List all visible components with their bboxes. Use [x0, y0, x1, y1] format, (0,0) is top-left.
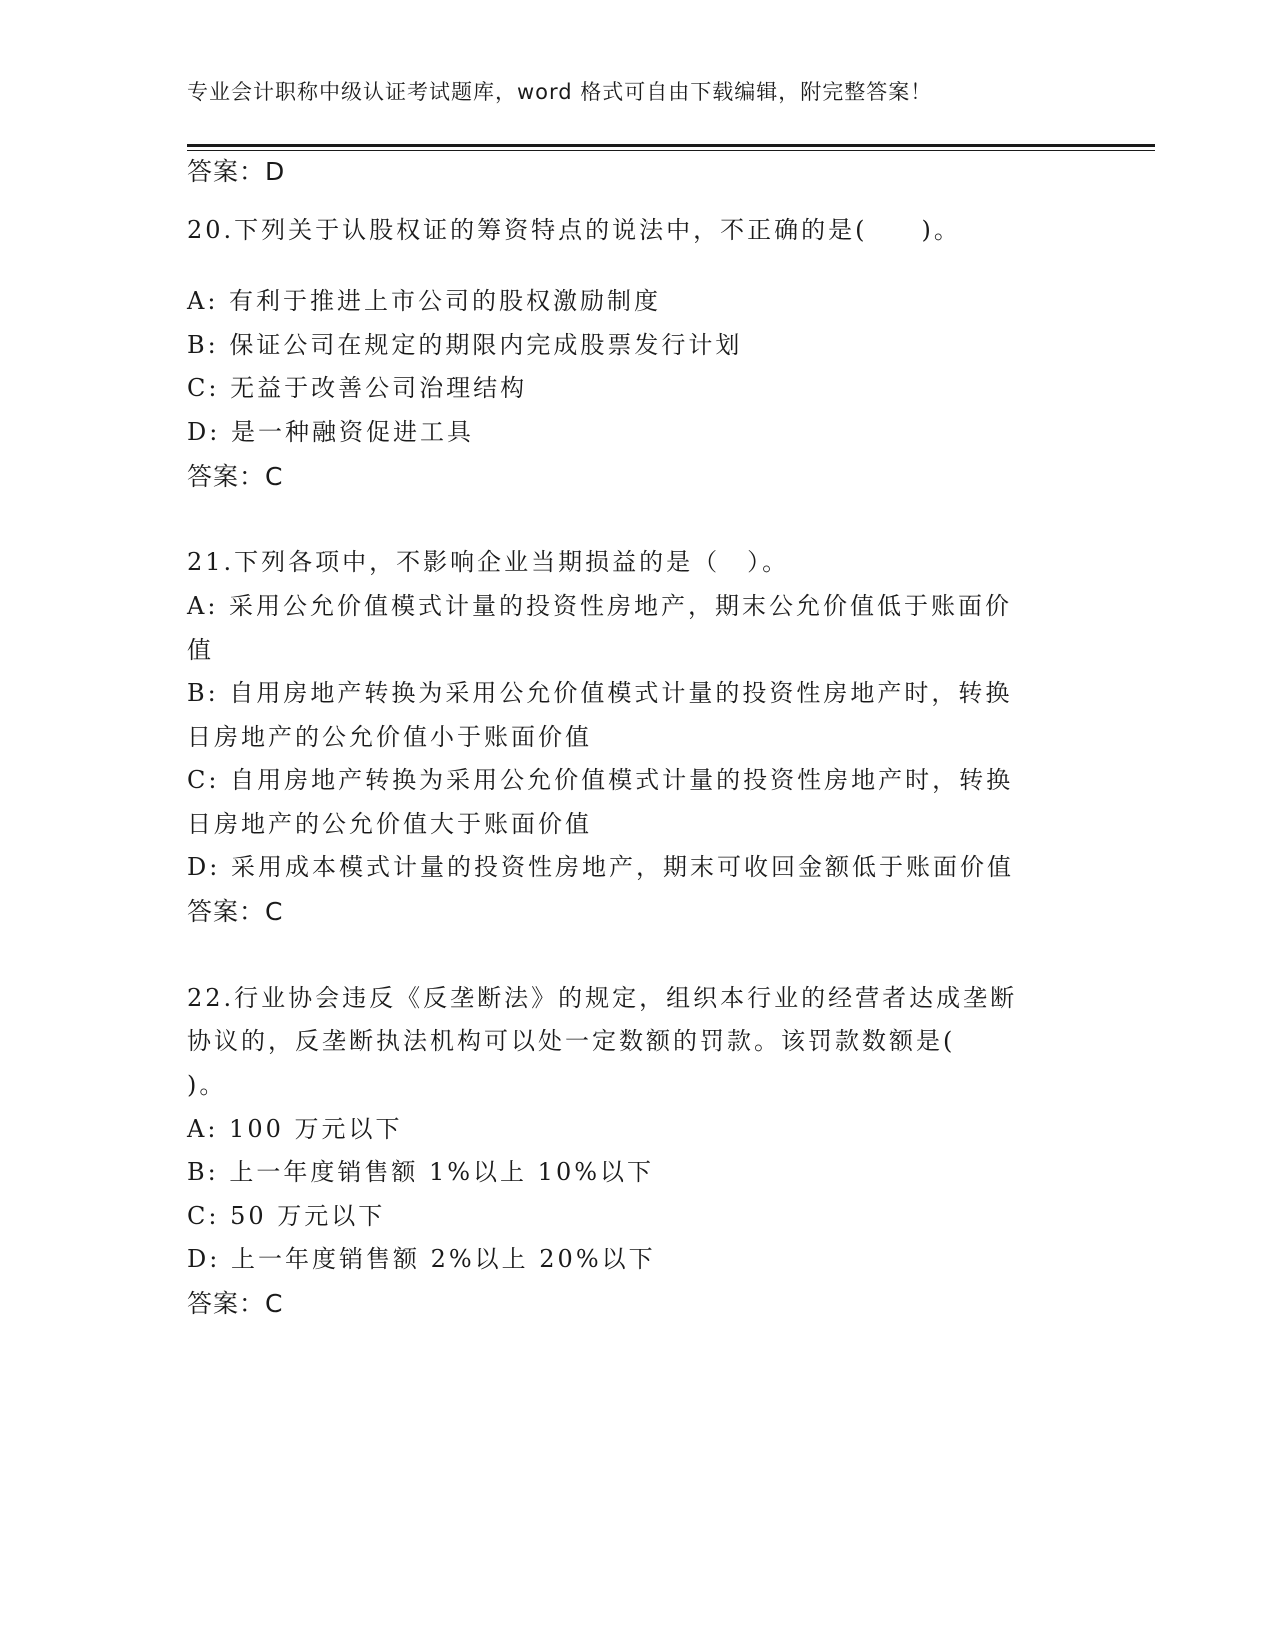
question-20-option-b: B: 保证公司在规定的期限内完成股票发行计划: [187, 331, 743, 359]
header-rule-thick: [187, 144, 1155, 147]
question-21-option-c-cont: 日房地产的公允价值大于账面价值: [187, 810, 592, 838]
header-rule-thin: [187, 150, 1155, 151]
question-20-option-d: D: 是一种融资促进工具: [187, 418, 474, 446]
question-21-option-d: D: 采用成本模式计量的投资性房地产，期末可收回金额低于账面价值: [187, 853, 1014, 881]
question-21-option-a-cont: 值: [187, 636, 214, 664]
question-22-option-b: B: 上一年度销售额 1%以上 10%以下: [187, 1158, 655, 1186]
page-header: 专业会计职称中级认证考试题库，word 格式可自由下载编辑，附完整答案！: [187, 80, 933, 104]
question-22-stem-cont-1: 协议的，反垄断执法机构可以处一定数额的罚款。该罚款数额是(: [187, 1027, 956, 1055]
question-22-option-a: A: 100 万元以下: [187, 1115, 403, 1143]
question-21-option-b-cont: 日房地产的公允价值小于账面价值: [187, 723, 592, 751]
question-22-stem-cont-2: )。: [187, 1071, 227, 1099]
question-21-option-c: C: 自用房地产转换为采用公允价值模式计量的投资性房地产时，转换: [187, 766, 1014, 794]
question-20-stem: 20.下列关于认股权证的筹资特点的说法中，不正确的是( )。: [187, 216, 961, 244]
question-22-option-c: C: 50 万元以下: [187, 1202, 386, 1230]
question-22-stem: 22.行业协会违反《反垄断法》的规定，组织本行业的经营者达成垄断: [187, 984, 1018, 1012]
question-20-option-c: C: 无益于改善公司治理结构: [187, 374, 528, 402]
question-21-option-a: A: 采用公允价值模式计量的投资性房地产，期末公允价值低于账面价: [187, 592, 1013, 620]
question-21-option-b: B: 自用房地产转换为采用公允价值模式计量的投资性房地产时，转换: [187, 679, 1013, 707]
question-21-stem: 21.下列各项中，不影响企业当期损益的是（ ）。: [187, 548, 790, 576]
question-20-option-a: A: 有利于推进上市公司的股权激励制度: [187, 287, 662, 315]
question-20-answer: 答案：C: [187, 462, 284, 491]
answer-19: 答案：D: [187, 157, 286, 186]
question-22-answer: 答案：C: [187, 1289, 284, 1318]
question-21-answer: 答案：C: [187, 897, 284, 926]
question-22-option-d: D: 上一年度销售额 2%以上 20%以下: [187, 1245, 656, 1273]
